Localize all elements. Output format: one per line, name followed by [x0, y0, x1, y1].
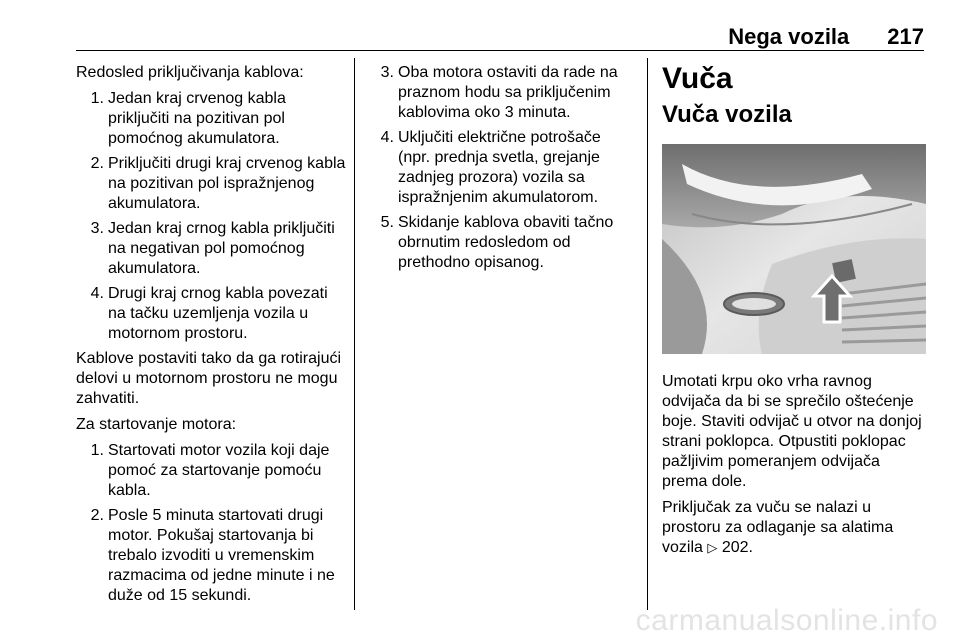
section-heading: Vuča [662, 62, 733, 95]
list-item: 5. Skidanje kablova obaviti tačno obrnutim redosledom od prethodno opisanog. [380, 214, 614, 271]
column-1 [76, 63, 348, 611]
list-item: 4. Drugi kraj crnog kabla povezati na tačku uzemljenja vozila u motornom prostoru. [90, 285, 328, 342]
list-item: 3. Jedan kraj crnog kabla priključiti na negativan pol pomoćnog akumulatora. [90, 220, 335, 277]
list-item: 1. Startovati motor vozila koji daje pomoć za startovanje pomoću kabla. [90, 442, 330, 499]
body-paragraph: Kablove postaviti tako da ga rotirajući delovi u motornom prostoru ne mogu zahvatiti. [76, 350, 342, 407]
list-item: 2. Posle 5 minuta startovati drugi motor. Pokušaj startovanja bi trebalo izvoditi u vremenskim razmacima od jedne minute i ne duže od 15 sekundi. [90, 507, 335, 604]
page-reference-icon: ▷ [707, 540, 718, 555]
column-3 [662, 62, 928, 564]
section-title: Nega vozila [728, 24, 850, 49]
page-number: 217 [887, 24, 924, 49]
header-rule [76, 50, 924, 51]
list-item: 4. Uključiti električne potrošače (npr. prednja svetla, grejanje zadnjeg prozora) vozila sa ispražnjenim akumulatorom. [380, 129, 601, 206]
body-paragraph: Umotati krpu oko vrha ravnog odvijača da bi se sprečilo oštećenje boje. Staviti odvijač u otvor na donjoj strani poklopca. Otpustiti poklopac pažljivim pomeranjem odvijača prema dole. [662, 373, 922, 490]
column-2 [374, 63, 626, 278]
column-divider-2 [647, 58, 648, 610]
start-steps-list-continued [374, 63, 626, 273]
list-item: 2. Priključiti drugi kraj crvenog kabla na pozitivan pol ispražnjenog akumulatora. [90, 155, 346, 212]
subsection-heading: Vuča vozila [662, 101, 792, 128]
intro-text: Za startovanje motora: [76, 416, 237, 433]
column-divider-1 [354, 58, 355, 610]
list-item: 3. Oba motora ostaviti da rade na praznom hodu sa priključenim kablovima oko 3 minuta. [380, 64, 618, 121]
connection-steps-list [84, 89, 348, 344]
intro-text: Redosled priključivanja kablova: [76, 64, 304, 81]
watermark: carmanualsonline.info [635, 604, 938, 637]
list-item: 1. Jedan kraj crvenog kabla priključiti na pozitivan pol pomoćnog akumulatora. [90, 90, 286, 147]
start-steps-list [84, 441, 348, 606]
tow-eye-cover-photo [662, 144, 926, 354]
page-header [728, 24, 924, 50]
page-reference-link[interactable]: 202. [721, 539, 753, 556]
body-paragraph-reference: Priključak za vuču se nalazi u prostoru za odlaganje sa alatima vozila ▷ 202. [662, 499, 894, 556]
